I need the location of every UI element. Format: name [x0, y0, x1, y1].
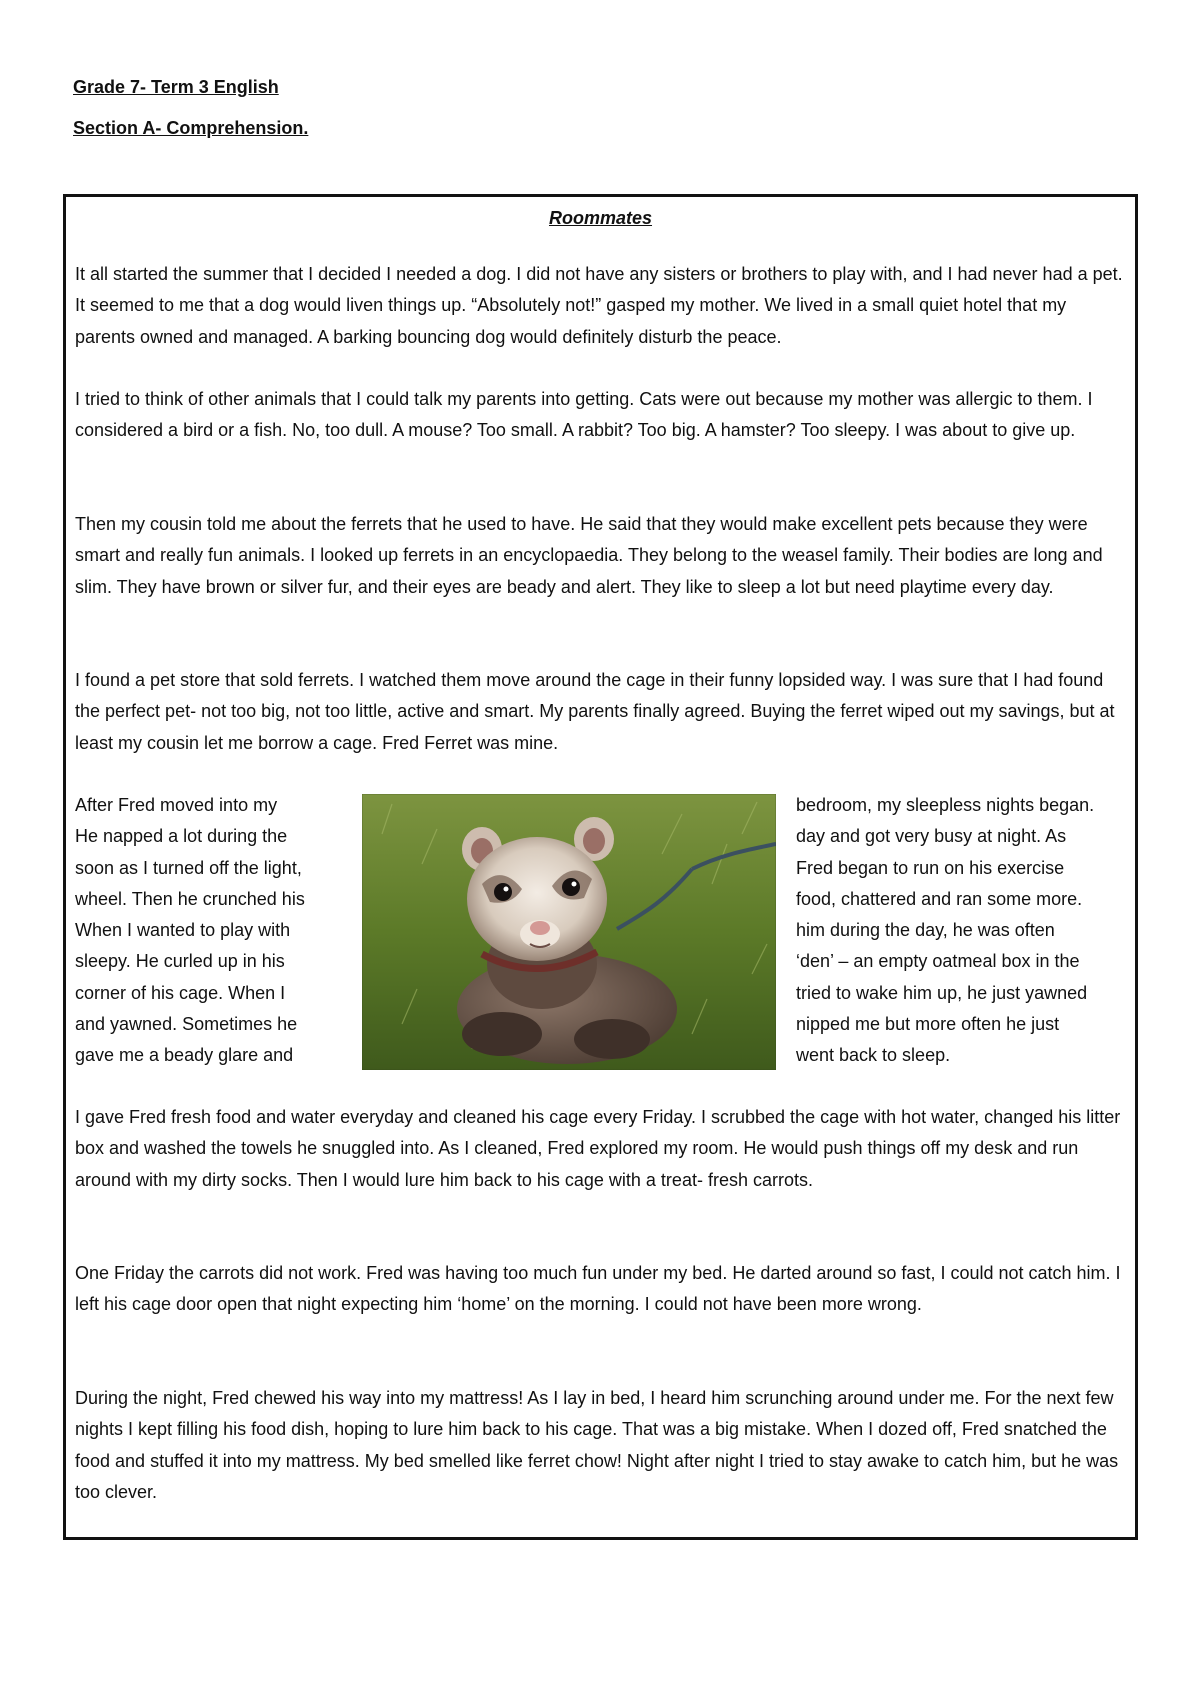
paragraph-3: Then my cousin told me about the ferrets that he used to have. He said that they would make excellent pets because they were smart and really fun animals. I looked up ferrets in an encyclopaedia. They belong to the weasel family. Their bodies are long and slim. They have brown or silver fur, and their eyes are beady and alert. They like to sleep a lot but need playtime every day. — [75, 514, 1103, 597]
paragraph-5: I gave Fred fresh food and water everyday and cleaned his cage every Friday. I scrubbed the cage with hot water, changed his litter box and washed the towels he snuggled into. As I cleaned, Fred explored my room. He would push things off my desk and run around with my dirty socks. Then I would lure him back to his cage with a treat- fresh carrots. — [75, 1107, 1121, 1190]
wrapped-line: soon as I turned off the light, — [75, 857, 302, 878]
section-heading: Section A- Comprehension. — [73, 118, 309, 138]
paragraph-6: One Friday the carrots did not work. Fred was having too much fun under my bed. He darted around so fast, I could not catch him. I left his cage door open that night expecting him ‘home’ on the morning. I could not have been more wrong. — [75, 1263, 1121, 1315]
wrapped-line: gave me a beady glare and — [75, 1045, 294, 1066]
paragraph-7: During the night, Fred chewed his way into my mattress! As I lay in bed, I heard him scrunching around under me. For the next few nights I kept filling his food dish, hoping to lure him back to his cage. That was a big mistake. When I dozed off, Fred snatched the food and stuffed it into my mattress. My bed smelled like ferret chow! Night after night I tried to stay awake to catch him, but he was too clever. — [75, 1388, 1119, 1502]
ferret-photo-icon — [362, 794, 776, 1070]
wrapped-line: wheel. Then he crunched his — [75, 888, 305, 909]
passage-box — [63, 194, 1138, 1540]
wrapped-line: ‘den’ – an empty oatmeal box in the — [796, 951, 1080, 972]
wrapped-line: tried to wake him up, he just yawned — [796, 982, 1088, 1003]
grade-heading: Grade 7- Term 3 English — [73, 77, 279, 97]
wrapped-line: food, chattered and ran some more. — [796, 888, 1083, 909]
wrapped-line: corner of his cage. When I — [75, 982, 286, 1003]
wrapped-line: bedroom, my sleepless nights began. — [796, 795, 1095, 815]
wrapped-line: went back to sleep. — [796, 1045, 951, 1066]
passage-title: Roommates — [548, 208, 653, 228]
wrapped-line: day and got very busy at night. As — [796, 826, 1067, 847]
wrapped-line: and yawned. Sometimes he — [75, 1014, 298, 1035]
wrapped-line: Fred began to run on his exercise — [796, 857, 1065, 878]
wrapped-line: sleepy. He curled up in his — [75, 951, 285, 972]
wrapped-text-right — [796, 790, 1136, 1072]
paragraph-4: I found a pet store that sold ferrets. I watched them move around the cage in their funny lopsided way. I was sure that I had found the perfect pet- not too big, not too little, active and smart. My parents finally agreed. Buying the ferret wiped out my savings, but at least my cousin let me borrow a cage. Fred Ferret was mine. — [75, 670, 1115, 753]
wrapped-line: He napped a lot during the — [75, 826, 288, 847]
paragraph-1: It all started the summer that I decided I needed a dog. I did not have any sisters or brothers to play with, and I had never had a pet. It seemed to me that a dog would liven things up. “Absolutely not!” gasped my mother. We lived in a small quiet hotel that my parents owned and managed. A barking bouncing dog would definitely disturb the peace. — [75, 264, 1123, 347]
wrapped-line: him during the day, he was often — [796, 920, 1055, 941]
wrapped-line: When I wanted to play with — [75, 920, 291, 941]
wrapped-text-left — [75, 790, 345, 1072]
ferret-photo — [362, 794, 776, 1070]
paragraph-2: I tried to think of other animals that I could talk my parents into getting. Cats were out because my mother was allergic to them. I considered a bird or a fish. No, too dull. A mouse? Too small. A rabbit? Too big. A hamster? Too sleepy. I was about to give up. — [75, 389, 1093, 441]
wrapped-line: After Fred moved into my — [75, 795, 278, 815]
wrapped-line: nipped me but more often he just — [796, 1014, 1060, 1035]
